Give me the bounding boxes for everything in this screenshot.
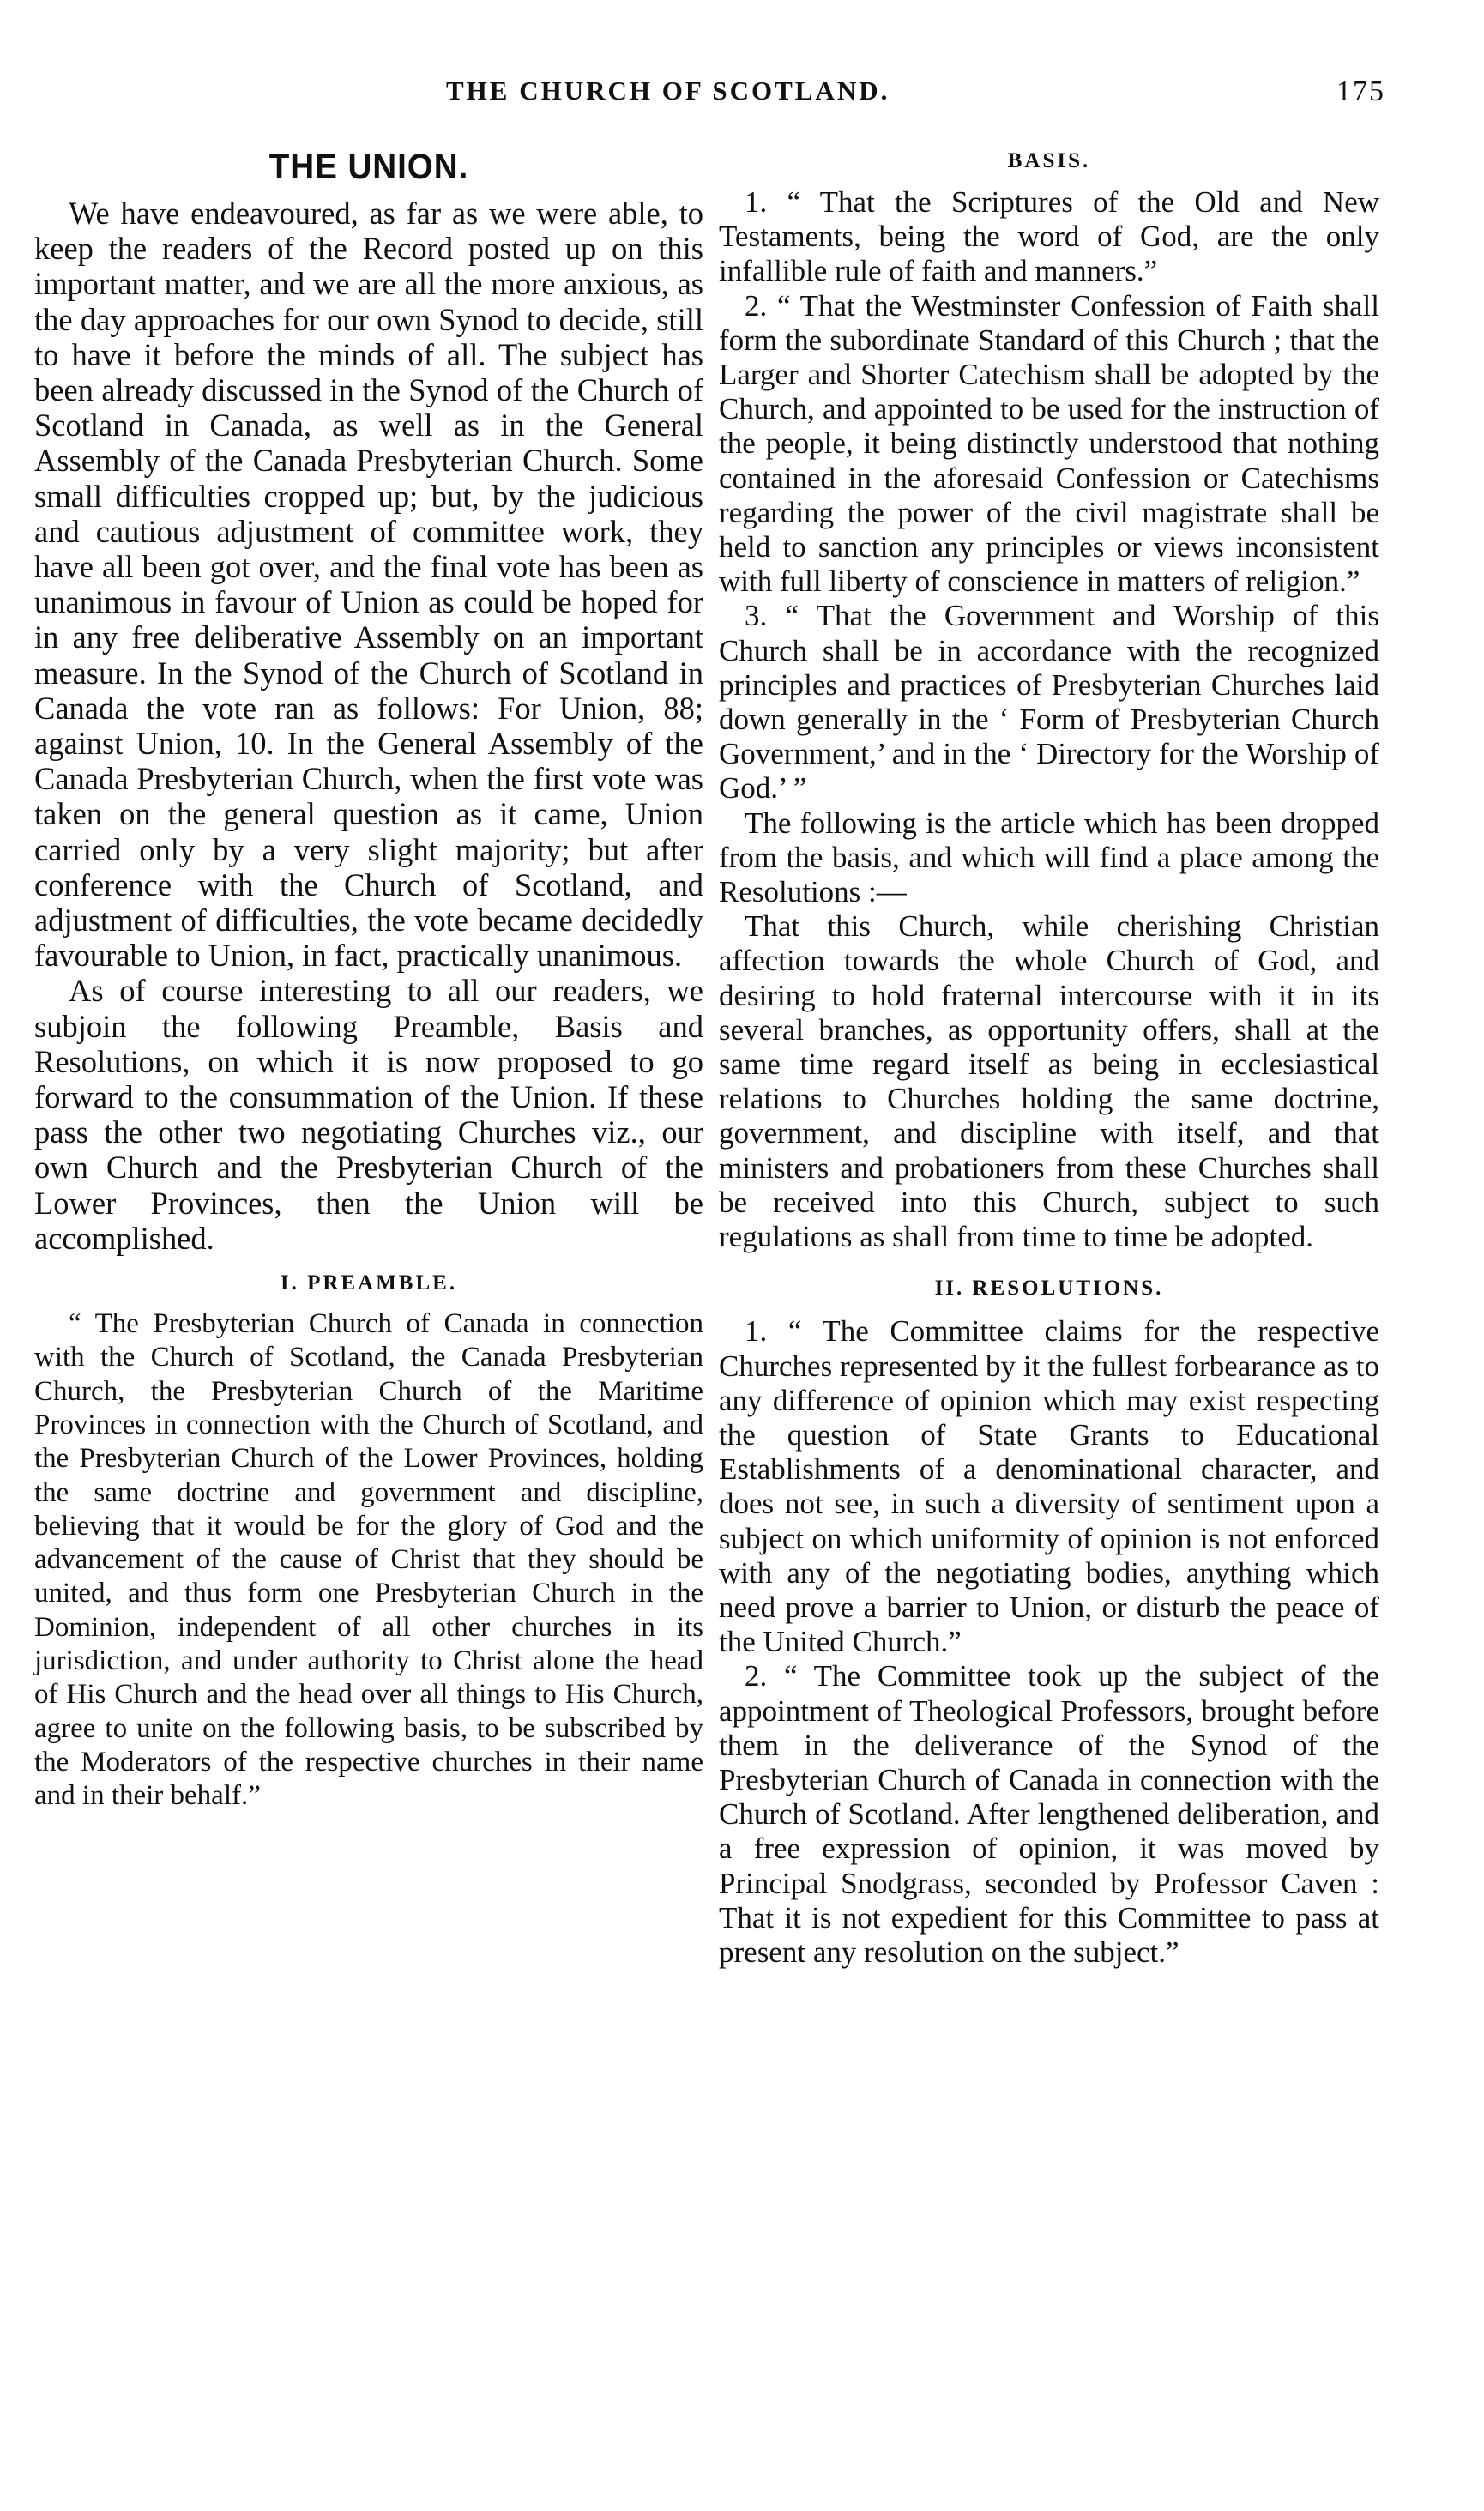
dropped-intro: The following is the article which has been dropped from the basis, and which will find a place among the Resolutions :— [719, 806, 1379, 909]
preamble-heading: I. PREAMBLE. [280, 1271, 458, 1295]
running-head [0, 75, 1484, 118]
resolution-item: 2. “ The Committee took up the subject of the appointment of Theological Professors, brought before them in the deliverance of the Synod of the Presbyterian Church of Canada in connection with the Church of Scotland. After lengthened deliberation, and a free expression of opinion, it was moved by Principal Snodgrass, seconded by Professor Caven : That it is not expedient for this Committee to pass at present any resolution on the subject.” [719, 1659, 1379, 1969]
page-number: 175 [1336, 75, 1385, 107]
dropped-article: That this Church, while cherishing Christian affection towards the whole Church of God, and desiring to hold fraternal intercourse with it in its several branches, as opportunity offers, shall at the same time regard itself as being in ecclesiastical relations to Churches holding the same doctrine, government, and discipline with itself, and that ministers and probationers from these Churches shall be received into this Church, subject to such regulations as shall from time to time be adopted. [719, 909, 1379, 1254]
basis-item: 1. “ That the Scriptures of the Old and New Testaments, being the word of God, are the only infallible rule of faith and manners.” [719, 185, 1379, 288]
basis-item: 3. “ That the Government and Worship of this Church shall be in accordance with the recognized principles and practices of Presbyterian Churches laid down generally in the ‘ Form of Presbyterian Church Government,’ and in the ‘ Directory for the Worship of God.’ ” [719, 599, 1379, 806]
basis-item: 2. “ That the Westminster Confession of Faith shall form the subordinate Standard of this Church ; that the Larger and Shorter Catechism shall be adopted by the Church, and appointed to be used for the instruction of the people, it being distinctly understood that nothing contained in the aforesaid Confession or Catechisms regarding the power of the civil magistrate shall be held to sanction any principles or views inconsistent with full liberty of conscience in matters of religion.” [719, 288, 1379, 599]
resolutions-heading: II. RESOLUTIONS. [934, 1277, 1164, 1301]
article-title: THE UNION. [268, 146, 469, 186]
intro-paragraph: We have endeavoured, as far as we were able, to keep the readers of the Record posted up on this important matter, and we are all the more anxious, as the day approaches for our own Synod to decide, still to have it before the minds of all. The subject has been already discussed in the Synod of the Church of Scotland in Canada, as well as in the General Assembly of the Canada Presbyterian Church. Some small difficulties cropped up; but, by the judicious and cautious adjustment of committee work, they have all been got over, and the final vote has been as unanimous in favour of Union as could be hoped for in any free deliberative Assembly on an important measure. In the Synod of the Church of Scotland in Canada the vote ran as follows: For Union, 88; against Union, 10. In the General Assembly of the Canada Presbyterian Church, when the first vote was taken on the general question as it came, Union carried only by a very slight majority; but after conference with the Church of Scotland, and adjustment of difficulties, the vote became decidedly favourable to Union, in fact, practically unanimous. [34, 196, 703, 974]
resolution-item: 1. “ The Committee claims for the respective Churches represented by it the fullest forbearance as to any difference of opinion which may exist respecting the question of State Grants to Educational Establishments of a denominational character, and does not see, in such a diversity of sentiment upon a subject on which uniformity of opinion is not enforced with any of the negotiating bodies, anything which need prove a barrier to Union, or disturb the peace of the United Church.” [719, 1314, 1379, 1659]
subjoin-paragraph: As of course interesting to all our readers, we subjoin the following Preamble, Basis and Resolutions, on which it is now proposed to go forward to the consummation of the Union. If these pass the other two negotiating Churches viz., our own Church and the Presbyterian Church of the Lower Provinces, then the Union will be accomplished. [34, 973, 703, 1256]
basis-heading: BASIS. [1007, 149, 1091, 172]
right-column [719, 146, 1379, 1970]
preamble-text: “ The Presbyterian Church of Canada in connection with the Church of Scotland, the Canada Presbyterian Church, the Presbyterian Church of the Maritime Provinces in connection with the Church of Scotland, and the Presbyterian Church of the Lower Provinces, holding the same doctrine and government and discipline, believing that it would be for the glory of God and the advancement of the cause of Christ that they should be united, and thus form one Presbyterian Church in the Dominion, independent of all other churches in its jurisdiction, and under authority to Christ alone the head of His Church and the head over all things to His Church, agree to unite on the following basis, to be subscribed by the Moderators of the respective churches in their name and in their behalf.” [34, 1308, 703, 1812]
left-column [34, 146, 703, 1814]
running-title: THE CHURCH OF SCOTLAND. [446, 75, 890, 106]
